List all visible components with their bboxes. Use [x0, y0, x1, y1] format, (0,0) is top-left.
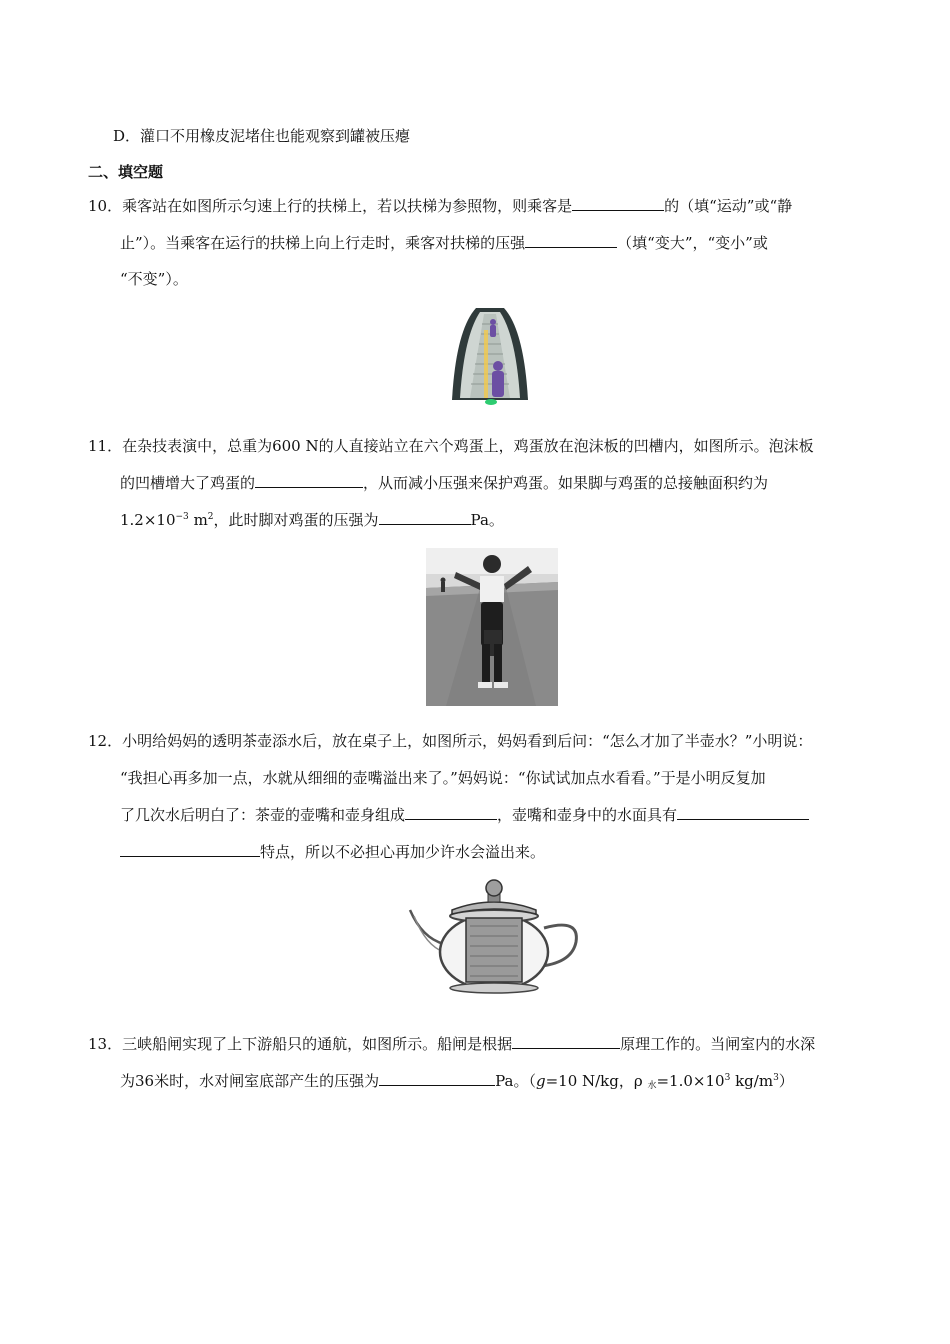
q11-text-1: 在杂技表演中，总重为600 N的人直接站立在六个鸡蛋上，鸡蛋放在泡沫板的凹槽内，如图所示。泡沫板	[122, 437, 814, 455]
q13-line-2	[120, 1071, 794, 1096]
q13-text-1a: 三峡船闸实现了上下游船只的通航，如图所示。船闸是根据	[122, 1035, 513, 1053]
q12-number: 12．	[88, 732, 123, 750]
q10-line-1	[88, 196, 792, 216]
q13-text-2f: ）	[778, 1072, 794, 1090]
q11-number: 11．	[88, 437, 123, 455]
q11-line-1	[88, 436, 814, 456]
q10-text-1b: 的（填“运动”或“静	[664, 197, 793, 215]
q12-text-3b: ，壶嘴和壶身中的水面具有	[497, 806, 678, 824]
q11-text-3b: m	[188, 511, 208, 529]
q13-number: 13．	[88, 1035, 123, 1053]
q10-text-2a: 止”）。当乘客在运行的扶梯上向上行走时，乘客对扶梯的压强	[120, 234, 526, 252]
q10-blank-2[interactable]	[525, 233, 617, 248]
escalator-figure	[446, 300, 534, 412]
teapot-figure	[404, 876, 584, 998]
q13-line-1	[88, 1034, 815, 1054]
q10-line-3: “不变”）。	[120, 270, 188, 288]
q12-text-1: 小明给妈妈的透明茶壶添水后，放在桌子上，如图所示，妈妈看到后问：“怎么才加了半壶水？”小明说：	[122, 732, 813, 750]
q11-text-3d: Pa。	[470, 511, 504, 529]
q12-text-4: 特点，所以不必担心再加少许水会溢出来。	[260, 843, 546, 861]
q11-text-2b: ，从而减小压强来保护鸡蛋。如果脚与鸡蛋的总接触面积约为	[363, 474, 769, 492]
acrobat-figure	[426, 548, 558, 706]
q12-line-4	[120, 842, 545, 862]
q11-blank-1[interactable]	[255, 473, 363, 488]
q11-line-2	[120, 473, 768, 493]
q13-exponent-2: 3	[773, 1073, 779, 1083]
q13-blank-2[interactable]	[379, 1071, 495, 1086]
q10-blank-1[interactable]	[572, 196, 664, 211]
q11-text-3c: ，此时脚对鸡蛋的压强为	[213, 511, 379, 529]
q13-text-2b: Pa。（	[495, 1072, 536, 1090]
q11-exponent: −3	[175, 512, 189, 522]
q12-blank-2[interactable]	[677, 805, 809, 820]
q12-blank-2-cont[interactable]	[120, 842, 260, 857]
q12-line-1	[88, 731, 812, 751]
q11-text-3a: 1.2×10	[120, 511, 176, 529]
q12-text-3a: 了几次水后明白了：茶壶的壶嘴和壶身组成	[120, 806, 406, 824]
option-d: D．灌口不用橡皮泥堵住也能观察到罐被压瘪	[113, 127, 411, 145]
q13-g-symbol: g	[535, 1072, 546, 1090]
q13-text-2d: =1.0×10	[656, 1072, 725, 1090]
q11-text-2a: 的凹槽增大了鸡蛋的	[120, 474, 256, 492]
section-title: 二、填空题	[88, 163, 164, 181]
q12-line-2: “我担心再多加一点，水就从细细的壶嘴溢出来了。”妈妈说：“你试试加点水看看。”于是小明反复加	[120, 769, 766, 787]
q10-text-2b: （填“变大”，“变小”或	[617, 234, 768, 252]
q12-blank-1[interactable]	[405, 805, 497, 820]
q11-line-3	[120, 510, 504, 530]
q10-number: 10．	[88, 197, 123, 215]
q13-text-2c: =10 N/kg，ρ	[545, 1072, 648, 1090]
q11-exponent-2: 2	[207, 512, 214, 522]
q13-subscript: 水	[647, 1081, 657, 1091]
q13-text-2e: kg/m	[730, 1072, 774, 1090]
q13-text-1b: 原理工作的。当闸室内的水深	[620, 1035, 816, 1053]
q11-blank-2[interactable]	[379, 510, 471, 525]
q13-blank-1[interactable]	[512, 1034, 620, 1049]
q10-line-2	[120, 233, 768, 253]
q13-text-2a: 为36米时，水对闸室底部产生的压强为	[120, 1072, 380, 1090]
q10-text-1a: 乘客站在如图所示匀速上行的扶梯上，若以扶梯为参照物，则乘客是	[122, 197, 573, 215]
q13-exponent: 3	[724, 1073, 731, 1083]
q12-line-3	[120, 805, 809, 825]
